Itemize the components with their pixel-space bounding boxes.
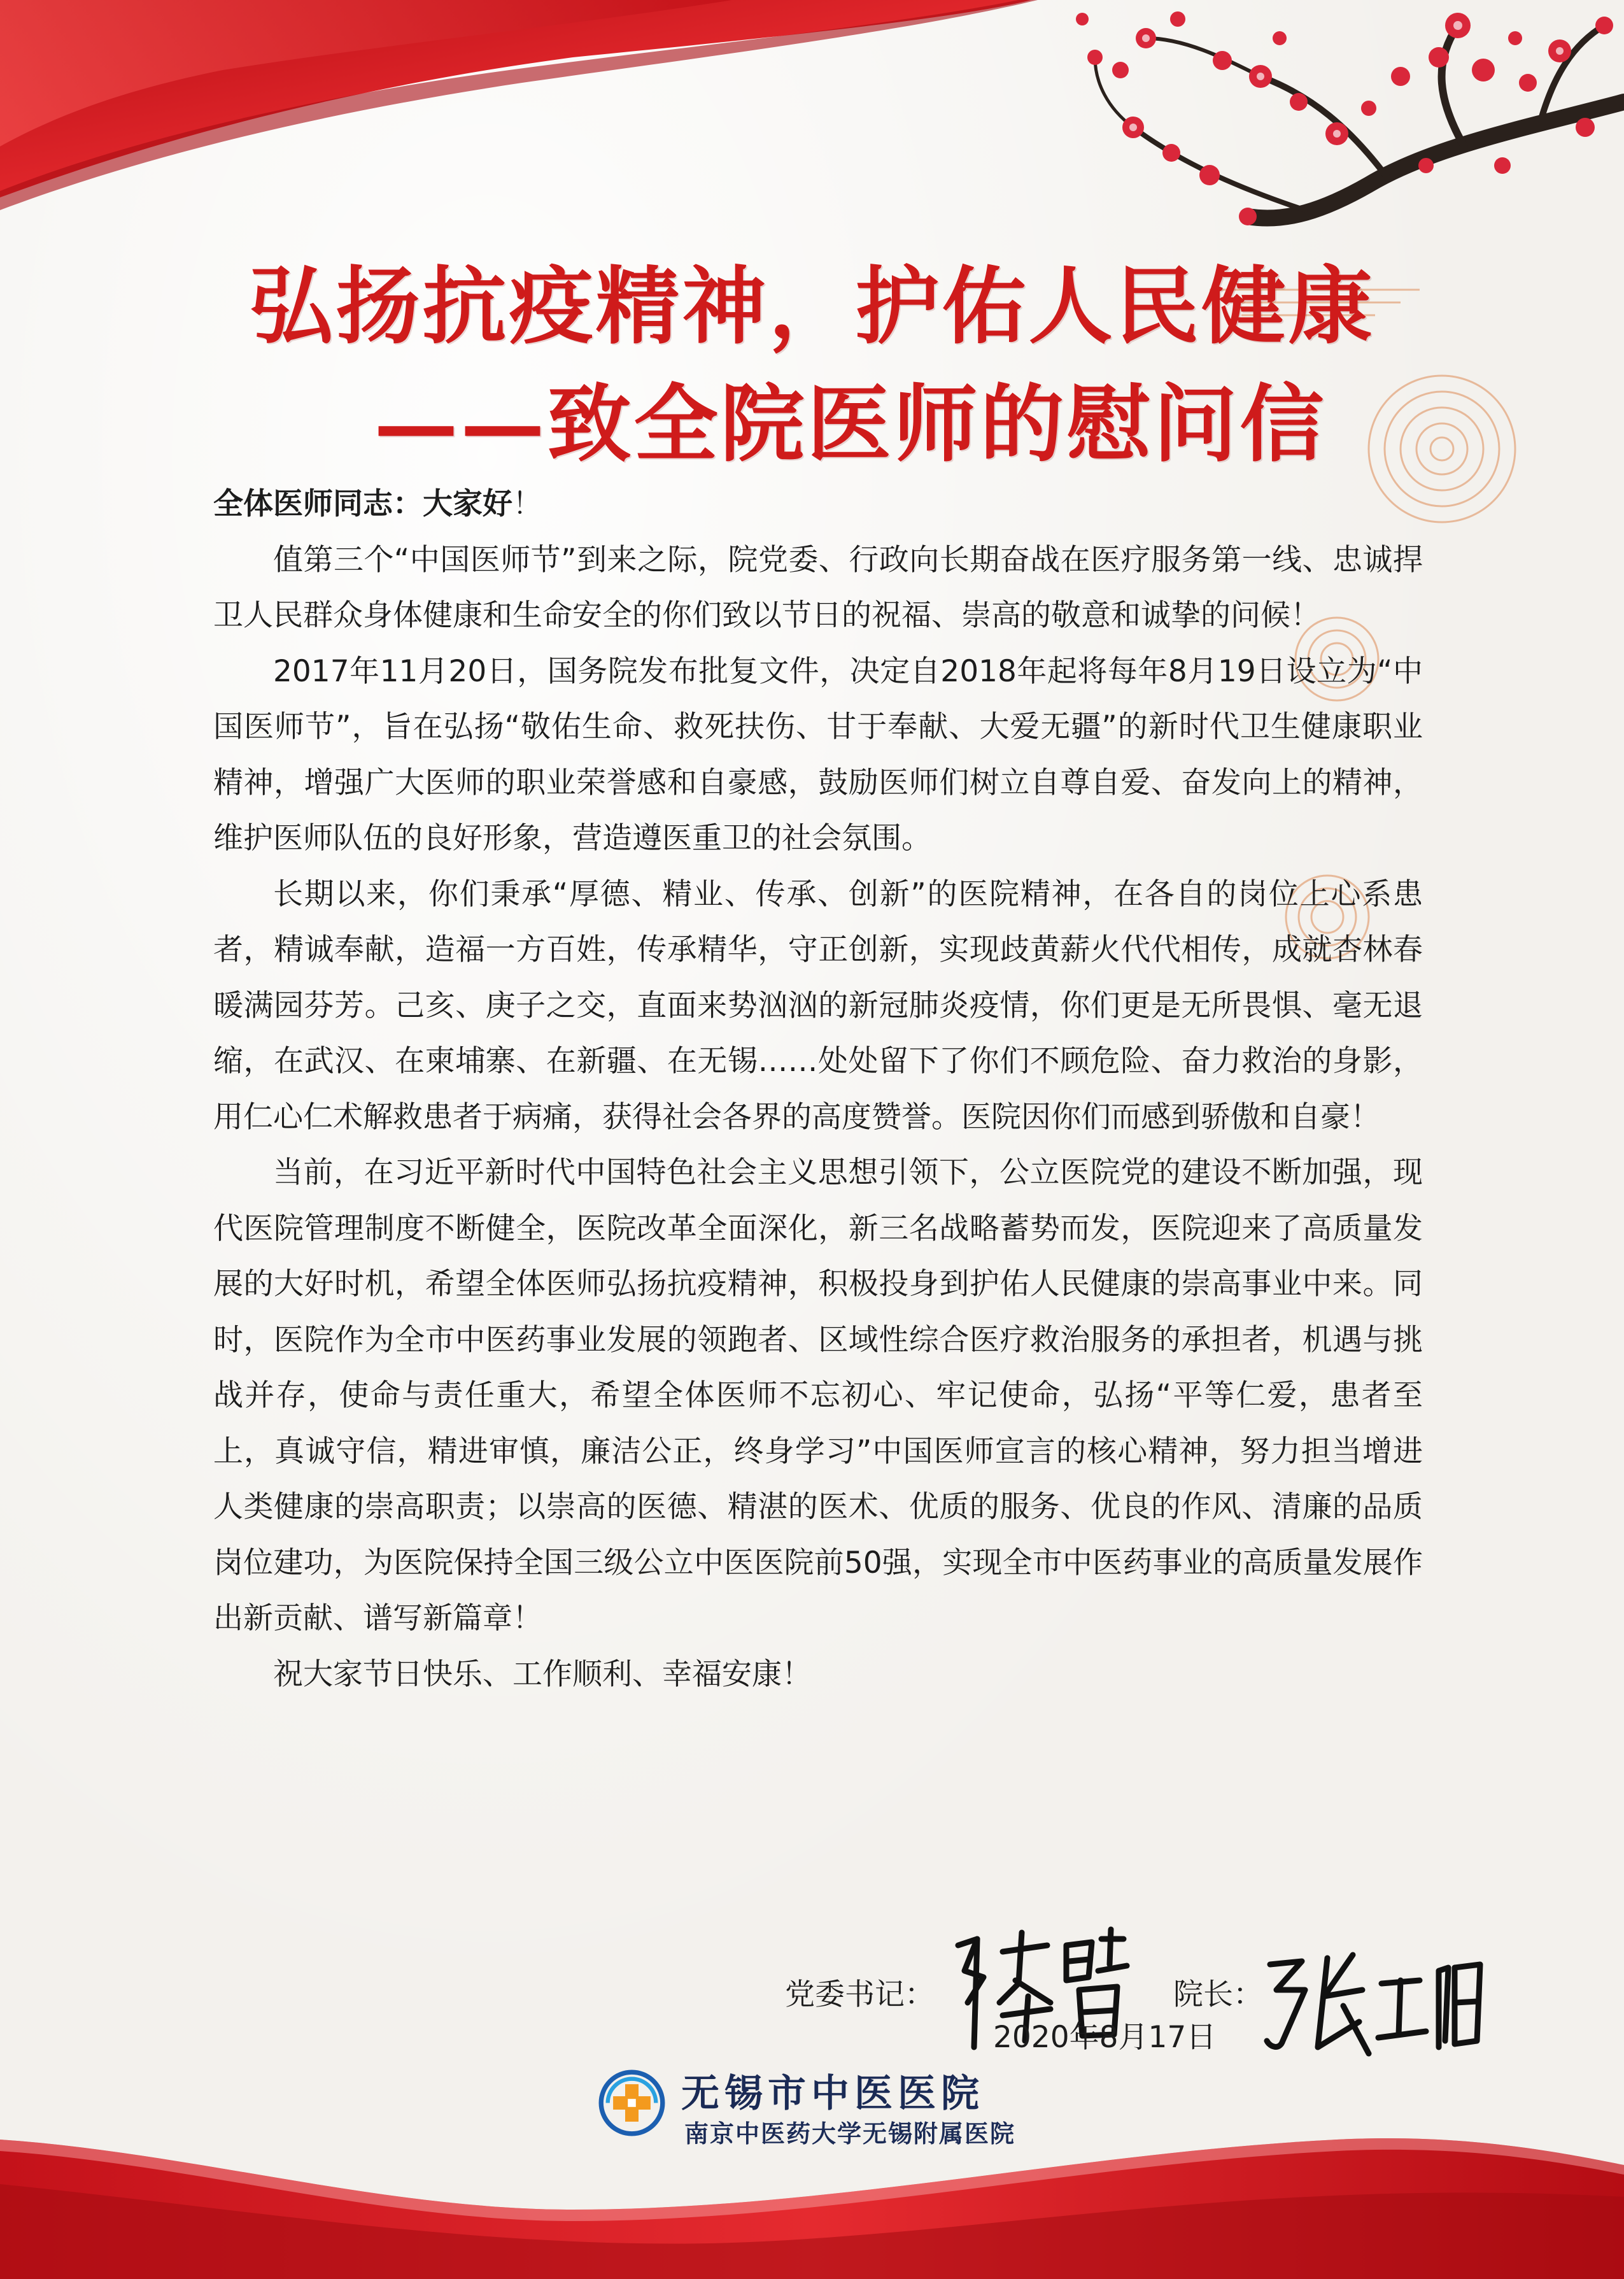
salutation bbox=[213, 476, 1423, 532]
secretary-label: 党委书记： bbox=[785, 1977, 935, 2012]
paragraph-4: 当前，在习近平新时代中国特色社会主义思想引领下，公立医院党的建设不断加强，现代医院管理制度不断健全，医院改革全面深化，新三名战略蓄势而发，医院迎来了高质量发展的大好时机，希望全体医师弘扬抗疫精神，积极投身到护佑人民健康的崇高事业中来。同时，医院作为全市中医药事业发展的领跑者、区域性综合医疗救治服务的承担者，机遇与挑战并存，使命与责任重大，希望全体医师不忘初心、牢记使命，弘扬“平等仁爱，患者至上，真诚守信，精进审慎，廉洁公正，终身学习”中国医师宣言的核心精神，努力担当增进人类健康的崇高职责；以崇高的医德、精湛的医术、优质的服务、优良的作风、清廉的品质岗位建功，为医院保持全国三级公立中医医院前50强，实现全市中医药事业的高质量发展作出新贡献、谱写新篇章！ bbox=[213, 1155, 1423, 1636]
page-title: 弘扬抗疫精神，护佑人民健康 bbox=[249, 257, 1375, 356]
signature-row bbox=[0, 1933, 1624, 2047]
president-signature bbox=[1257, 1945, 1486, 2060]
salutation-punctuation: ！ bbox=[512, 486, 542, 522]
letter-body bbox=[213, 476, 1423, 1702]
paragraph-1: 值第三个“中国医师节”到来之际，院党委、行政向长期奋战在医疗服务第一线、忠诚捍卫人民群众身体健康和生命安全的你们致以节日的祝福、崇高的敬意和诚挚的问候！ bbox=[213, 542, 1423, 633]
paragraph-5: 祝大家节日快乐、工作顺利、幸福安康！ bbox=[273, 1656, 812, 1692]
page-subtitle: ——致全院医师的慰问信 bbox=[374, 375, 1327, 474]
salutation-text: 全体医师同志：大家好 bbox=[213, 486, 512, 522]
hospital-name: 无锡市中医医院 bbox=[681, 2071, 984, 2116]
paragraph-3: 长期以来，你们秉承“厚德、精业、传承、创新”的医院精神，在各自的岗位上心系患者，精诚奉献，造福一方百姓，传承精华，守正创新，实现歧黄薪火代代相传，成就杏林春暖满园芬芳。己亥、庚子之交，直面来势汹汹的新冠肺炎疫情，你们更是无所畏惧、毫无退缩，在武汉、在柬埔寨、在新疆、在无锡……处处留下了你们不顾危险、奋力救治的身影，用仁心仁术解救患者于病痛，获得社会各界的高度赞誉。医院因你们而感到骄傲和自豪！ bbox=[213, 876, 1423, 1135]
hospital-cross-icon bbox=[598, 2070, 665, 2136]
hospital-logo bbox=[598, 2063, 1044, 2152]
hospital-affiliation: 南京中医药大学无锡附属医院 bbox=[684, 2120, 1016, 2148]
letter-date: 2020年8月17日 bbox=[993, 2020, 1217, 2055]
president-label: 院长： bbox=[1173, 1977, 1263, 2012]
paragraph-2: 2017年11月20日，国务院发布批复文件，决定自2018年起将每年8月19日设立为“中国医师节”，旨在弘扬“敬佑生命、救死扶伤、甘于奉献、大爱无疆”的新时代卫生健康职业精神，增强广大医师的职业荣誉感和自豪感，鼓励医师们树立自尊自爱、奋发向上的精神，维护医师队伍的良好形象，营造遵医重卫的社会氛围。 bbox=[213, 653, 1423, 856]
